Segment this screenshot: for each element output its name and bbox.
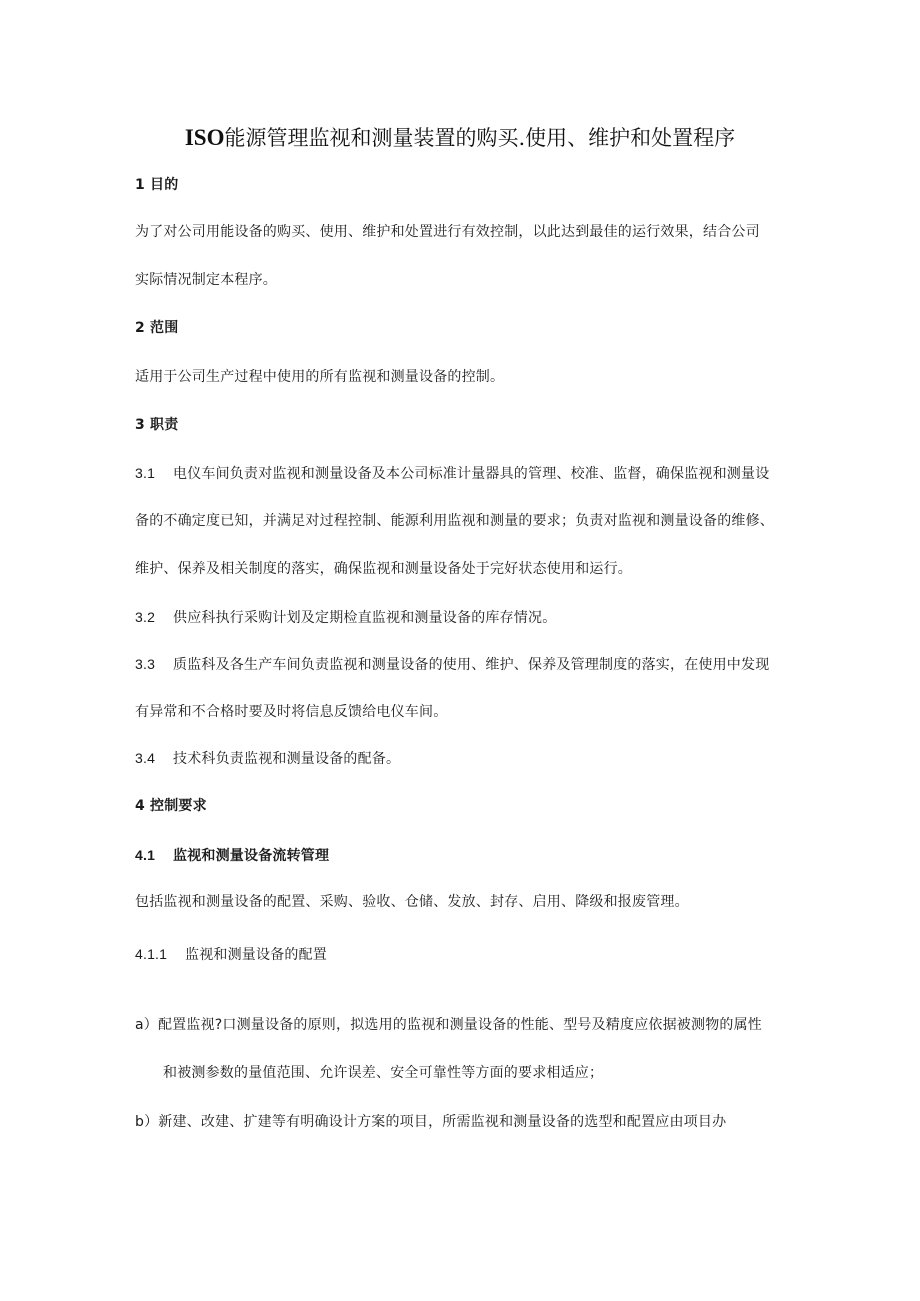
section-1-paragraph-line-1: 为了对公司用能设备的购买、使用、维护和处置进行有效控制，以此达到最佳的运行效果，结合公司 xyxy=(135,224,760,240)
clause-3-2-line-1 xyxy=(135,607,556,628)
clause-3-2-text: 供应科执行采购计划及定期检直监视和测量设备的库存情况。 xyxy=(173,610,557,626)
section-1-paragraph-line-2: 实际情况制定本程序。 xyxy=(135,272,277,288)
section-3-heading: 3 职责 xyxy=(135,417,179,433)
clause-3-1-line-2: 备的不确定度已知，并满足对过程控制、能源利用监视和测量的要求；负责对监视和测量设备的维修、 xyxy=(135,513,774,529)
clause-3-1-line-3: 维护、保养及相关制度的落实，确保监视和测量设备处于完好状态使用和运行。 xyxy=(135,561,632,577)
item-a-line-1: a）配置监视?口测量设备的原则，拟选用的监视和测量设备的性能、型号及精度应依据被测物的属性 xyxy=(135,1017,763,1033)
subsection-4-1-1-number: 4.1.1 xyxy=(135,946,168,962)
clause-3-3-text: 质监科及各生产车间负责监视和测量设备的使用、维护、保养及管理制度的落实，在使用中发现 xyxy=(173,657,770,673)
clause-3-4-line-1 xyxy=(135,748,400,769)
subsection-4-1-heading xyxy=(135,845,329,866)
clause-3-3-line-1 xyxy=(135,654,769,675)
subsection-4-1-1-title: 监视和测量设备的配置 xyxy=(185,947,327,963)
clause-3-2-number: 3.2 xyxy=(135,609,156,625)
clause-3-4-number: 3.4 xyxy=(135,750,156,766)
subsection-4-1-1-heading xyxy=(135,944,327,965)
section-2-heading: 2 范围 xyxy=(135,320,179,336)
section-2-paragraph: 适用于公司生产过程中使用的所有监视和测量设备的控制。 xyxy=(135,369,505,385)
clause-3-1-text: 电仪车间负责对监视和测量设备及本公司标准计量器具的管理、校准、监督，确保监视和测量设 xyxy=(173,466,770,482)
section-1-heading: 1 目的 xyxy=(135,177,179,193)
item-b-line-1: b）新建、改建、扩建等有明确设计方案的项目，所需监视和测量设备的选型和配置应由项目办 xyxy=(135,1114,727,1130)
subsection-4-1-title: 监视和测量设备流转管理 xyxy=(173,848,330,864)
section-4-heading: 4 控制要求 xyxy=(135,798,207,814)
clause-3-1-line-1 xyxy=(135,463,769,484)
subsection-4-1-number: 4.1 xyxy=(135,847,156,863)
clause-3-4-text: 技术科负责监视和测量设备的配备。 xyxy=(173,751,401,767)
title-text: 能源管理监视和测量装置的购买.使用、维护和处置程序 xyxy=(224,126,736,150)
clause-3-1-number: 3.1 xyxy=(135,465,156,481)
subsection-4-1-paragraph: 包括监视和测量设备的配置、采购、验收、仓储、发放、封存、启用、降级和报废管理。 xyxy=(135,894,689,910)
document-title xyxy=(0,124,920,152)
item-a-line-2: 和被测参数的量值范围、允许误差、安全可靠性等方面的要求相适应； xyxy=(163,1065,604,1081)
title-prefix: ISO xyxy=(184,125,225,150)
clause-3-3-number: 3.3 xyxy=(135,656,156,672)
clause-3-3-line-2: 有异常和不合格时要及时将信息反馈给电仪车间。 xyxy=(135,704,448,720)
